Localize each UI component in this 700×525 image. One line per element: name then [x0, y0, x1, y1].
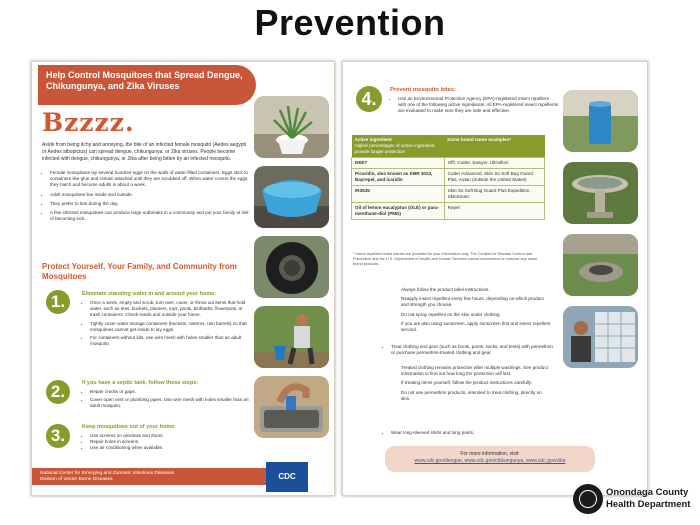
repellent-intro: • Use an Environmental Protection Agency (EPA)-registered insect repellent with one of the following active ingredients. All EPA-registered insect repellents are evaluated to make sure they are safe and effective. [398, 96, 558, 115]
step-3-item: • Repair holes in screens. [90, 439, 250, 445]
ingredient-cell: DEET [352, 158, 445, 169]
repellent-table [351, 135, 545, 220]
photo-tire [254, 236, 329, 298]
step-1-item: • For containers without lids, use wire mesh with holes smaller than an adult mosquito. [90, 335, 250, 347]
clothing-tip: If treating items yourself, follow the product instructions carefully. [401, 380, 533, 386]
org-name-line-1: Onondaga County [606, 487, 689, 498]
repellent-tip: Reapply insect repellent every few hours, depending on which product and strength you choose. [401, 296, 544, 308]
step-1-item: • Once a week, empty and scrub, turn over, cover, or throw out items that hold water, such as tires, buckets, planters, toys, pools, birdbaths, flowerpots, or trash containers. Check inside and outside your home. [90, 300, 250, 319]
footer-line-1: National Center for Emerging and Zoonotic Infectious Diseases [40, 471, 175, 476]
step-1-item: • Tightly cover water storage containers (buckets, cisterns, rain barrels) so that mosquitoes cannot get inside to lay eggs. [90, 321, 250, 333]
step-2-list [82, 389, 250, 410]
long-sleeves-list [383, 430, 556, 436]
repellent-tip: Do not spray repellent on the skin under clothing. [401, 311, 501, 317]
step-2-item: • Cover open vent or plumbing pipes. Use wire mesh with holes smaller than an adult mosquito. [90, 397, 250, 409]
footer-bar [32, 468, 292, 485]
photo-septic-tank [563, 234, 638, 296]
buzz-text: Bzzzz. [42, 108, 135, 137]
treat-clothing-list [383, 344, 556, 356]
step-1-number: 1. [46, 290, 70, 314]
photo-blue-pool [254, 166, 329, 228]
org-name-line-2: Health Department [606, 499, 691, 510]
slide-title: Prevention [254, 2, 446, 43]
brands-cell: Off!, Cutter, Sawyer, Ultrathon [444, 158, 544, 169]
brand-disclaimer: * Insect repellent brand names are provided for your information only. The Centers for Disease Control and Prevention and the U.S. Department of Health and Human Services cannot recommend or endorse any name brand products. [353, 252, 538, 267]
clothing-tip: Do not use permethrin products, intended to treat clothing, directly on skin. [401, 389, 542, 401]
cdc-logo [266, 462, 308, 492]
banner-title: Help Control Mosquitoes that Spread Dengue, Chikungunya, and Zika Viruses [46, 70, 243, 91]
more-info-box [385, 446, 595, 472]
mosquito-facts-list [42, 170, 250, 222]
step-2-item: • Repair cracks or gaps. [90, 389, 250, 395]
step-3-item: • Use air conditioning when available. [90, 445, 250, 451]
step-3-item: • Use screens on windows and doors. [90, 433, 250, 439]
treat-clothing-item: • Treat clothing and gear (such as boots, pants, socks, and tents) with permethrin or purchase permethrin-treated clothing and gear. [391, 344, 556, 356]
col-header-ingredient [352, 135, 445, 158]
county-seal-icon [573, 484, 603, 514]
footer-text [40, 471, 174, 483]
table-header-row [352, 135, 545, 158]
footer-line-2: Division of Vector-Borne Diseases [40, 477, 113, 482]
protect-heading: Protect Yourself, Your Family, and Community from Mosquitoes [42, 262, 237, 281]
clothing-tip: Treated clothing remains protective after multiple washings. See product information to find out how long the protection will last. [401, 365, 548, 377]
step-2-heading: If you have a septic tank, follow these steps: [82, 380, 199, 386]
step-3-list [82, 433, 250, 452]
more-info-links[interactable]: www.cdc.gov/dengue, www.cdc.gov/chikungunya, www.cdc.gov/zika [414, 458, 566, 464]
brands-cell: Skin So Soft Bug Guard Plus Expedition, SkinSmart [444, 186, 544, 203]
repellent-tip: Always follow the product label instructions. [401, 287, 490, 292]
photo-window-screen [563, 306, 638, 368]
brands-cell: Cutter Advanced, Skin So Soft Bug Guard Plus, Autan (outside the United States) [444, 169, 544, 186]
step-1-heading: Eliminate standing water in and around your home: [82, 291, 217, 297]
more-info-title: For more information, visit: [460, 451, 520, 457]
title-banner [38, 65, 256, 105]
photo-sink [254, 376, 329, 438]
col-header-brands: Some brand name examples* [444, 135, 544, 158]
clothing-tips-list [393, 365, 551, 402]
photo-person-bucket [254, 306, 329, 368]
brands-cell: Repel [444, 203, 544, 220]
table-row [352, 203, 545, 220]
photo-birdbath [563, 162, 638, 224]
intro-paragraph: Aside from being itchy and annoying, the bite of an infected female mosquito (Aedes aegypti or Aedes albopictus) can spread dengue, chikungunya, or Zika viruses. People become infected with dengue, chikungunya, or Zika after being bitten by an infected mosquito. [42, 142, 247, 162]
step-1-list [82, 300, 250, 347]
step-2-number: 2. [46, 380, 70, 404]
repellent-intro-list [390, 96, 558, 115]
fact-item: • Female mosquitoes lay several hundred eggs on the walls of water-filled containers. Eggs stick to containers like glue and remain attached until they are scrubbed off. When water covers the eggs, they hatch and become adults in about a week. [50, 170, 250, 189]
ingredient-cell: IR3535 [352, 186, 445, 203]
ingredient-cell: Oil of lemon eucalyptus (OLE) or para-menthane-diol (PMD) [352, 203, 445, 220]
table-row [352, 169, 545, 186]
county-seal-inner [579, 490, 597, 508]
flyer-right-page [342, 61, 648, 496]
step-3-heading: Keep mosquitoes out of your home: [82, 424, 177, 430]
photo-plant-pot [254, 96, 329, 158]
table-row [352, 158, 545, 169]
step-3-number: 3. [46, 424, 70, 448]
table-row [352, 186, 545, 203]
flyer-left-page [31, 61, 335, 496]
org-name [606, 487, 690, 511]
cdc-label: CDC [278, 472, 296, 481]
ingredient-cell: Picaridin, also known as KBR 3023, Bayrepel, and icaridin [352, 169, 445, 186]
col-header-ingredient-sub: Higher percentages of active ingredient provide longer protection [354, 143, 435, 154]
photo-caption: · [291, 159, 292, 163]
step-4-heading: Prevent mosquito bites: [390, 87, 457, 93]
fact-item: • Adult mosquitoes live inside and outside. [50, 192, 250, 198]
repellent-tips-list [393, 287, 551, 333]
col-header-ingredient-label: Active ingredient [354, 137, 392, 142]
repellent-tip: If you are also using sunscreen, apply sunscreen first and insect repellent second. [401, 320, 551, 333]
photo-rain-barrel [563, 90, 638, 152]
step-4-number: 4. [356, 86, 382, 112]
fact-item: • They prefer to bite during the day. [50, 201, 250, 207]
fact-item: • A few infected mosquitoes can produce large outbreaks in a community and put your family at risk of becoming sick. [50, 210, 250, 222]
long-sleeves-item: • Wear long-sleeved shirts and long pants. [391, 430, 556, 436]
